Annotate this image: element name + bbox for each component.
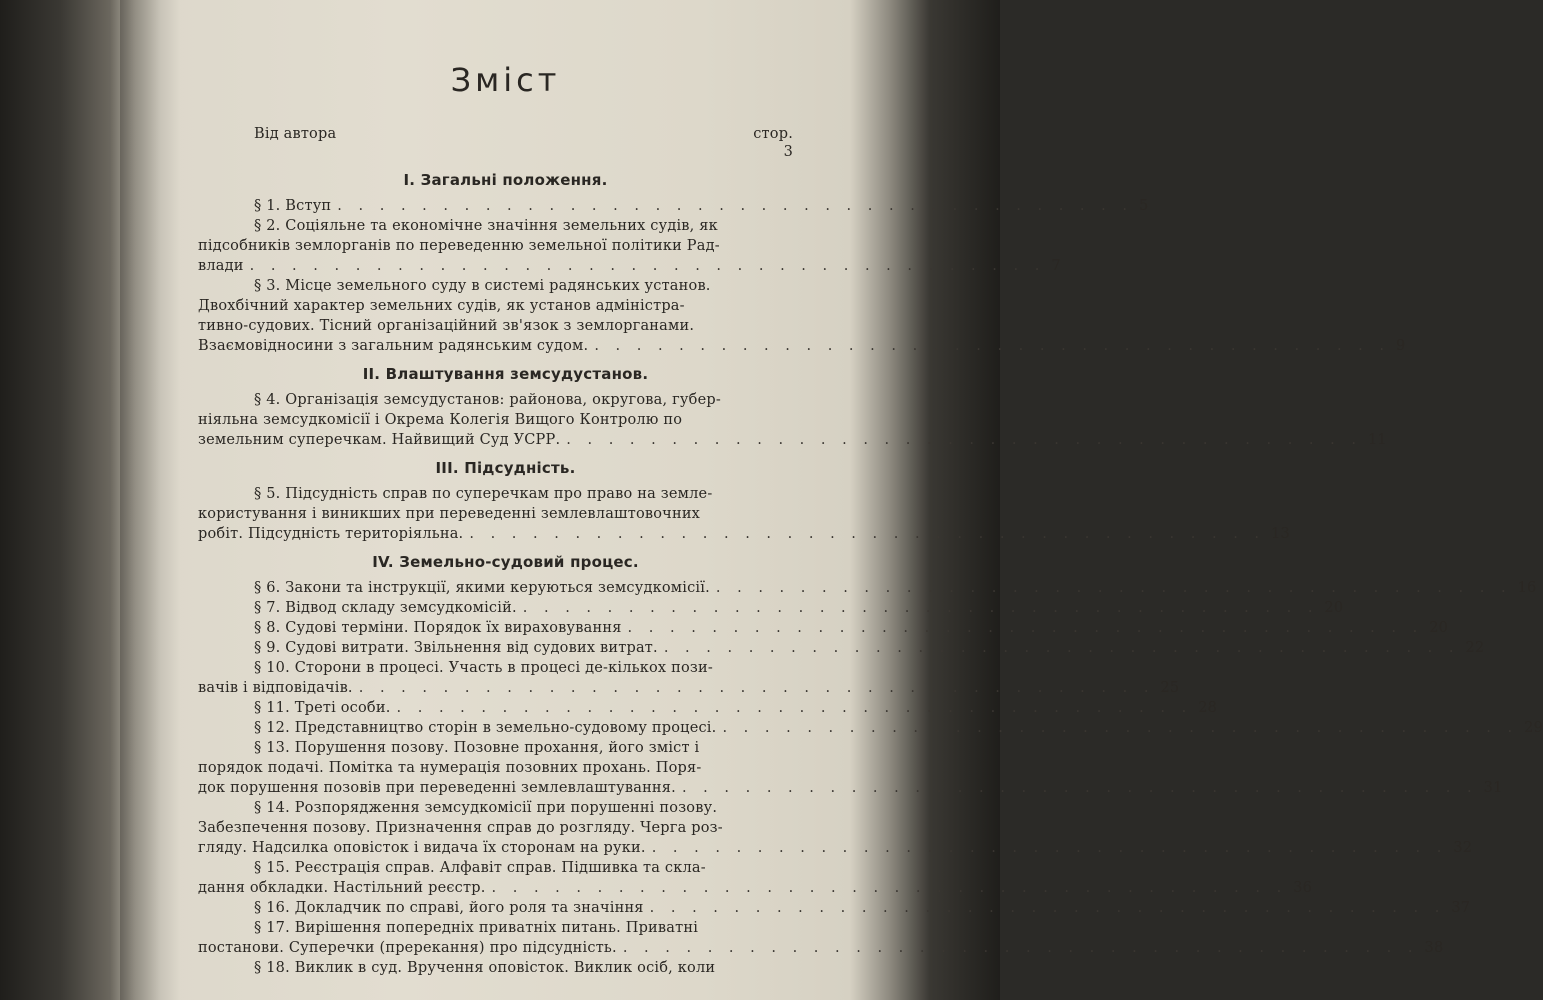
toc-entry (198, 658, 1180, 698)
toc-entry-text: § 5. Підсудність справ по суперечкам про право на земле- (254, 486, 713, 502)
toc-entry-line (198, 658, 793, 678)
toc-entry-line (198, 958, 793, 978)
toc-entry-text: § 10. Сторони в процесі. Участь в процесі де-кількох пози- (254, 660, 713, 676)
dot-leader: . . . . . . . . . . . . . . . . . . . . . . . . . . . . . . . . . . . . . . (337, 198, 1133, 214)
toc-entry-text: § 12. Представництво сторін в земельно-судовому процесі. (254, 720, 717, 736)
toc-entry-line (198, 798, 793, 818)
toc-entry-text: постанови. Суперечки (пререкання) про підсудність. (198, 940, 617, 956)
toc-entry-text: док порушення позовів при переведенні землевлаштування. (198, 780, 676, 796)
toc-page-number: 36 (1293, 880, 1313, 896)
toc-entry (198, 698, 1218, 718)
toc-entry-text: § 9. Судові витрати. Звільнення від судових витрат. (254, 640, 658, 656)
toc-entry-text: § 15. Реєстрація справ. Алфавіт справ. Підшивка та скла- (254, 860, 706, 876)
foreword-page-number (198, 142, 793, 162)
toc-entry-line (198, 216, 793, 236)
toc-entry-line (198, 484, 793, 504)
dot-leader: . . . . . . . . . . . . . . . . . . . . . . . . . . . . . . . . . . . . . . (627, 620, 1424, 636)
section-heading: III. Підсудність. (435, 459, 576, 477)
toc-entry (198, 918, 1444, 958)
dot-leader: . . . . . . . . . . . . . . . . . . . . . . . . . . . . . . . . . . . . . . (715, 580, 1512, 596)
toc-entry-text: § 1. Вступ (254, 198, 332, 214)
toc-entry (198, 638, 1485, 658)
toc-entry (198, 898, 1471, 918)
toc-entry-line (198, 678, 1180, 698)
toc-entry-text: § 17. Вирішення попередніх приватніх питань. Приватні (254, 920, 699, 936)
toc-entry-line (198, 698, 1218, 718)
toc-entry-line (198, 738, 793, 758)
dot-leader: . . . . . . . . . . . . . . . . . . . . . . . . . . . . . . . . . . . . . . (491, 880, 1288, 896)
toc-entry-line (198, 878, 1313, 898)
toc-entry-line (198, 196, 1149, 216)
toc-entry-text: Забезпечення позову. Призначення справ до розгляду. Черга роз- (198, 820, 723, 836)
toc-sections (198, 170, 1543, 978)
page-title: Зміст (450, 61, 561, 99)
toc-entry-line (198, 236, 793, 256)
toc-entry-text: земельним суперечкам. Найвищий Суд УСРР. (198, 432, 561, 448)
toc-page-number: 20 (1324, 600, 1344, 616)
toc-entry-line (198, 276, 793, 296)
toc-entry-text: робіт. Підсудність територіяльна. (198, 526, 464, 542)
toc-entry (198, 216, 1061, 276)
dot-leader: . . . . . . . . . . . . . . . . . . . . . . . . . . . . . . . . . . . . . . (651, 840, 1448, 856)
toc-entry-text: користування і виникших при переведенні землевлаштовочних (198, 506, 701, 522)
toc-entry-text: § 11. Треті особи. (254, 700, 391, 716)
foreword-label: Від автора (254, 126, 337, 142)
toc-entry (198, 798, 1473, 858)
toc-entry (198, 718, 1543, 738)
toc-entry-text: § 6. Закони та інструкції, якими керуються земсудкомісії. (254, 580, 710, 596)
section-heading: І. Загальні положення. (403, 171, 608, 189)
author-foreword-row (254, 124, 793, 144)
toc-page-number: 5 (1138, 198, 1149, 214)
toc-entry-text: тивно-судових. Тісний організаційний зв'язок з землорганами. (198, 318, 695, 334)
toc-entry-text: підсобників землорганів по переведенню земельної політики Рад- (198, 238, 720, 254)
toc-entry-text: ніяльна земсудкомісії і Окрема Колегія Вищого Контролю по (198, 412, 683, 428)
dot-leader: . . . . . . . . . . . . . . . . . . . . . . . . . . . . . . . . . . . . . . (681, 780, 1478, 796)
toc-page-number: 11 (1367, 432, 1387, 448)
toc-entry-line (198, 778, 1503, 798)
toc-entry-text: § 13. Порушення позову. Позовне прохання, його зміст і (254, 740, 700, 756)
toc-entry-line (198, 758, 793, 778)
toc-entry-text: § 8. Судові терміни. Порядок їх вираховування (254, 620, 622, 636)
table-of-contents (198, 60, 1543, 978)
toc-entry-line (198, 858, 793, 878)
toc-entry-line (198, 430, 1387, 450)
toc-entry (198, 578, 1537, 598)
toc-entry-text: влади (198, 258, 244, 274)
toc-entry-text: порядок подачі. Помітка та нумерація позовних прохань. Поря- (198, 760, 702, 776)
toc-entry-line (198, 718, 1543, 738)
toc-entry-line (198, 918, 793, 938)
toc-entry-text: дання обкладки. Настільний реєстр. (198, 880, 486, 896)
toc-entry-text: гляду. Надсилка оповісток і видача їх сторонам на руки. (198, 840, 646, 856)
toc-page-number: 29 (1524, 720, 1543, 736)
dot-leader: . . . . . . . . . . . . . . . . . . . . . . . . . . . . . . . . . . . . . . (649, 900, 1446, 916)
toc-entry-line (198, 818, 793, 838)
toc-entry-line (198, 256, 1061, 276)
foreword-page: 3 (783, 144, 793, 160)
toc-entry-line (198, 578, 1537, 598)
toc-entry-line (198, 296, 793, 316)
toc-entry (198, 858, 1313, 898)
toc-entry-text: § 2. Соціяльне та економічне значіння земельних судів, як (254, 218, 718, 234)
toc-page-number: 20 (1429, 620, 1449, 636)
toc-entry-line (198, 524, 1290, 544)
toc-entry-line (198, 390, 793, 410)
toc-entry-text: § 3. Місце земельного суду в системі радянських установ. (254, 278, 711, 294)
toc-entry-line (198, 838, 1473, 858)
toc-page-number: 38 (1424, 940, 1444, 956)
toc-entry (198, 196, 1149, 216)
toc-entry-line (198, 898, 1471, 918)
toc-entry (198, 738, 1503, 798)
dot-leader: . . . . . . . . . . . . . . . . . . . . . . . . . . . . . . . . . . . . . . (594, 338, 1390, 354)
dot-leader: . . . . . . . . . . . . . . . . . . . . . . . . . . . . . . . . . . . . . . (396, 700, 1193, 716)
toc-entry-line (198, 410, 793, 430)
toc-entry-line (198, 504, 793, 524)
toc-page-number: 28 (1198, 700, 1218, 716)
section-heading: IV. Земельно-судовий процес. (372, 553, 639, 571)
toc-page-number: 7 (1051, 258, 1061, 274)
toc-page-number: 22 (1465, 640, 1485, 656)
section-heading: II. Влаштування земсудустанов. (362, 365, 649, 383)
toc-entry-line (198, 598, 1344, 618)
toc-entry (198, 484, 1290, 544)
dot-leader: . . . . . . . . . . . . . . . . . . . . . . . . . . . . . . . . . . . . . . (566, 432, 1362, 448)
toc-entry-text: Двохбічний характер земельних судів, як установ адміністра- (198, 298, 685, 314)
toc-entry-text: § 18. Виклик в суд. Вручення оповісток. Виклик осіб, коли (254, 960, 716, 976)
toc-entry-line (198, 336, 1406, 356)
toc-entry (198, 390, 1387, 450)
toc-entry-text: § 14. Розпорядження земсудкомісії при порушенні позову. (254, 800, 718, 816)
toc-entry (198, 958, 793, 978)
toc-page-number: 32 (1453, 840, 1473, 856)
toc-page-number: 37 (1451, 900, 1471, 916)
toc-entry-line (198, 316, 793, 336)
dot-leader: . . . . . . . . . . . . . . . . . . . . . . . . . . . . . . . . . . . . . . (358, 680, 1155, 696)
dot-leader: . . . . . . . . . . . . . . . . . . . . . . . . . . . . . . . . . . . . . . (469, 526, 1266, 542)
dot-leader: . . . . . . . . . . . . . . . . . . . . . . . . . . . . . . . . . . . . . . (622, 940, 1419, 956)
toc-entry-line (198, 618, 1449, 638)
toc-entry (198, 618, 1449, 638)
toc-page-number: 9 (1396, 338, 1406, 354)
toc-entry-text: § 16. Докладчик по справі, його роля та значіння (254, 900, 644, 916)
toc-entry-text: Взаємовідносини з загальним радянським судом. (198, 338, 589, 354)
toc-entry-line (198, 938, 1444, 958)
toc-entry (198, 598, 1344, 618)
dot-leader: . . . . . . . . . . . . . . . . . . . . . . . . . . . . . . . . . . . . . . (249, 258, 1046, 274)
toc-page-number: 25 (1160, 680, 1180, 696)
dot-leader: . . . . . . . . . . . . . . . . . . . . . . . . . . . . . . . . . . . . . . (722, 720, 1519, 736)
binding-shadow (120, 0, 180, 1000)
toc-page-number: 16 (1517, 580, 1537, 596)
toc-entry-text: § 4. Організація земсудустанов: районова, округова, губер- (254, 392, 721, 408)
page-column-label: стор. (753, 126, 793, 142)
toc-entry-text: § 7. Відвод складу земсудкомісій. (254, 600, 517, 616)
toc-page-number: 31 (1483, 780, 1503, 796)
dot-leader: . . . . . . . . . . . . . . . . . . . . . . . . . . . . . . . . . . . . . . (522, 600, 1319, 616)
toc-entry-line (198, 638, 1485, 658)
toc-entry-text: вачів і відповідачів. (198, 680, 353, 696)
dot-leader: . . . . . . . . . . . . . . . . . . . . . . . . . . . . . . . . . . . . . . (663, 640, 1460, 656)
toc-page-number: 13 (1271, 526, 1290, 542)
toc-entry (198, 276, 1406, 356)
